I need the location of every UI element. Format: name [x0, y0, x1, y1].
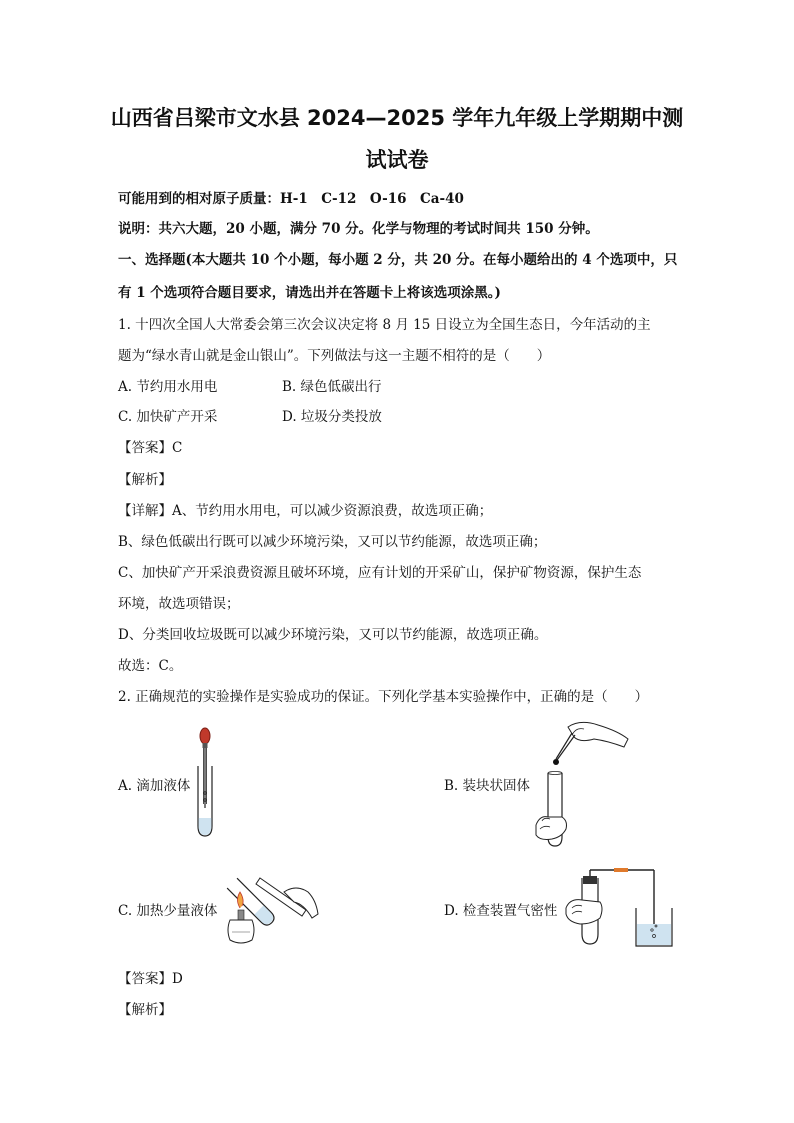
q1-detail-line5: D、分类回收垃圾既可以减少环境污染，又可以节约能源，故选项正确。 — [118, 627, 548, 643]
q2-option-b: B. 装块状固体 — [444, 778, 531, 794]
exam-title-line2: 试试卷 — [365, 148, 429, 172]
q1-stem-line2: 题为“绿水青山就是金山银山”。下列做法与这一主题不相符的是（ ） — [118, 348, 551, 364]
q1-conclusion: 故选：C。 — [118, 658, 183, 674]
section1-heading-line2: 有 1 个选项符合题目要求，请选出并在答题卡上将该选项涂黑。) — [118, 285, 501, 301]
q2-option-d: D. 检查装置气密性 — [444, 903, 558, 919]
q1-option-d: D. 垃圾分类投放 — [282, 409, 382, 425]
q2-analysis-label: 【解析】 — [118, 1002, 172, 1018]
q2-option-c: C. 加热少量液体 — [118, 903, 218, 919]
heating-liquid-illustration — [224, 858, 324, 950]
instructions: 说明：共六大题，20 小题，满分 70 分。化学与物理的考试时间共 150 分钟。 — [118, 221, 599, 237]
q2-option-a: A. 滴加液体 — [118, 778, 191, 794]
dropper-in-tube-illustration — [190, 726, 220, 838]
q1-stem-line1: 1. 十四次全国人大常委会第三次会议决定将 8 月 15 日设立为全国生态日，今年活动的主 — [118, 317, 651, 333]
section1-heading-line1: 一、选择题(本大题共 10 个小题，每小题 2 分，共 20 分。在每小题给出的 4 个选项中，只 — [118, 252, 678, 268]
q1-detail-line4: 环境，故选项错误； — [118, 596, 240, 612]
q1-analysis-label: 【解析】 — [118, 472, 172, 488]
q1-detail-line3: C、加快矿产开采浪费资源且破坏环境，应有计划的开采矿山，保护矿物资源，保护生态 — [118, 565, 642, 581]
exam-title-line1: 山西省吕梁市文水县 2024—2025 学年九年级上学期期中测 — [110, 106, 684, 130]
q1-detail-line1: 【详解】A、节约用水用电，可以减少资源浪费，故选项正确； — [118, 503, 493, 519]
q2-stem-line1: 2. 正确规范的实验操作是实验成功的保证。下列化学基本实验操作中，正确的是（ ） — [118, 689, 649, 705]
q1-detail-line2: B、绿色低碳出行既可以减少环境污染，又可以节约能源，故选项正确； — [118, 534, 547, 550]
q2-answer: 【答案】D — [118, 971, 183, 987]
q1-option-b: B. 绿色低碳出行 — [282, 379, 382, 395]
q1-option-c: C. 加快矿产开采 — [118, 409, 218, 425]
atomic-mass-note: 可能用到的相对原子质量：H-1 C-12 O-16 Ca-40 — [118, 191, 464, 207]
gas-tightness-check-illustration — [562, 868, 674, 952]
q1-option-a: A. 节约用水用电 — [118, 379, 218, 395]
q1-answer: 【答案】C — [118, 440, 183, 456]
solid-into-tube-illustration — [528, 713, 634, 851]
